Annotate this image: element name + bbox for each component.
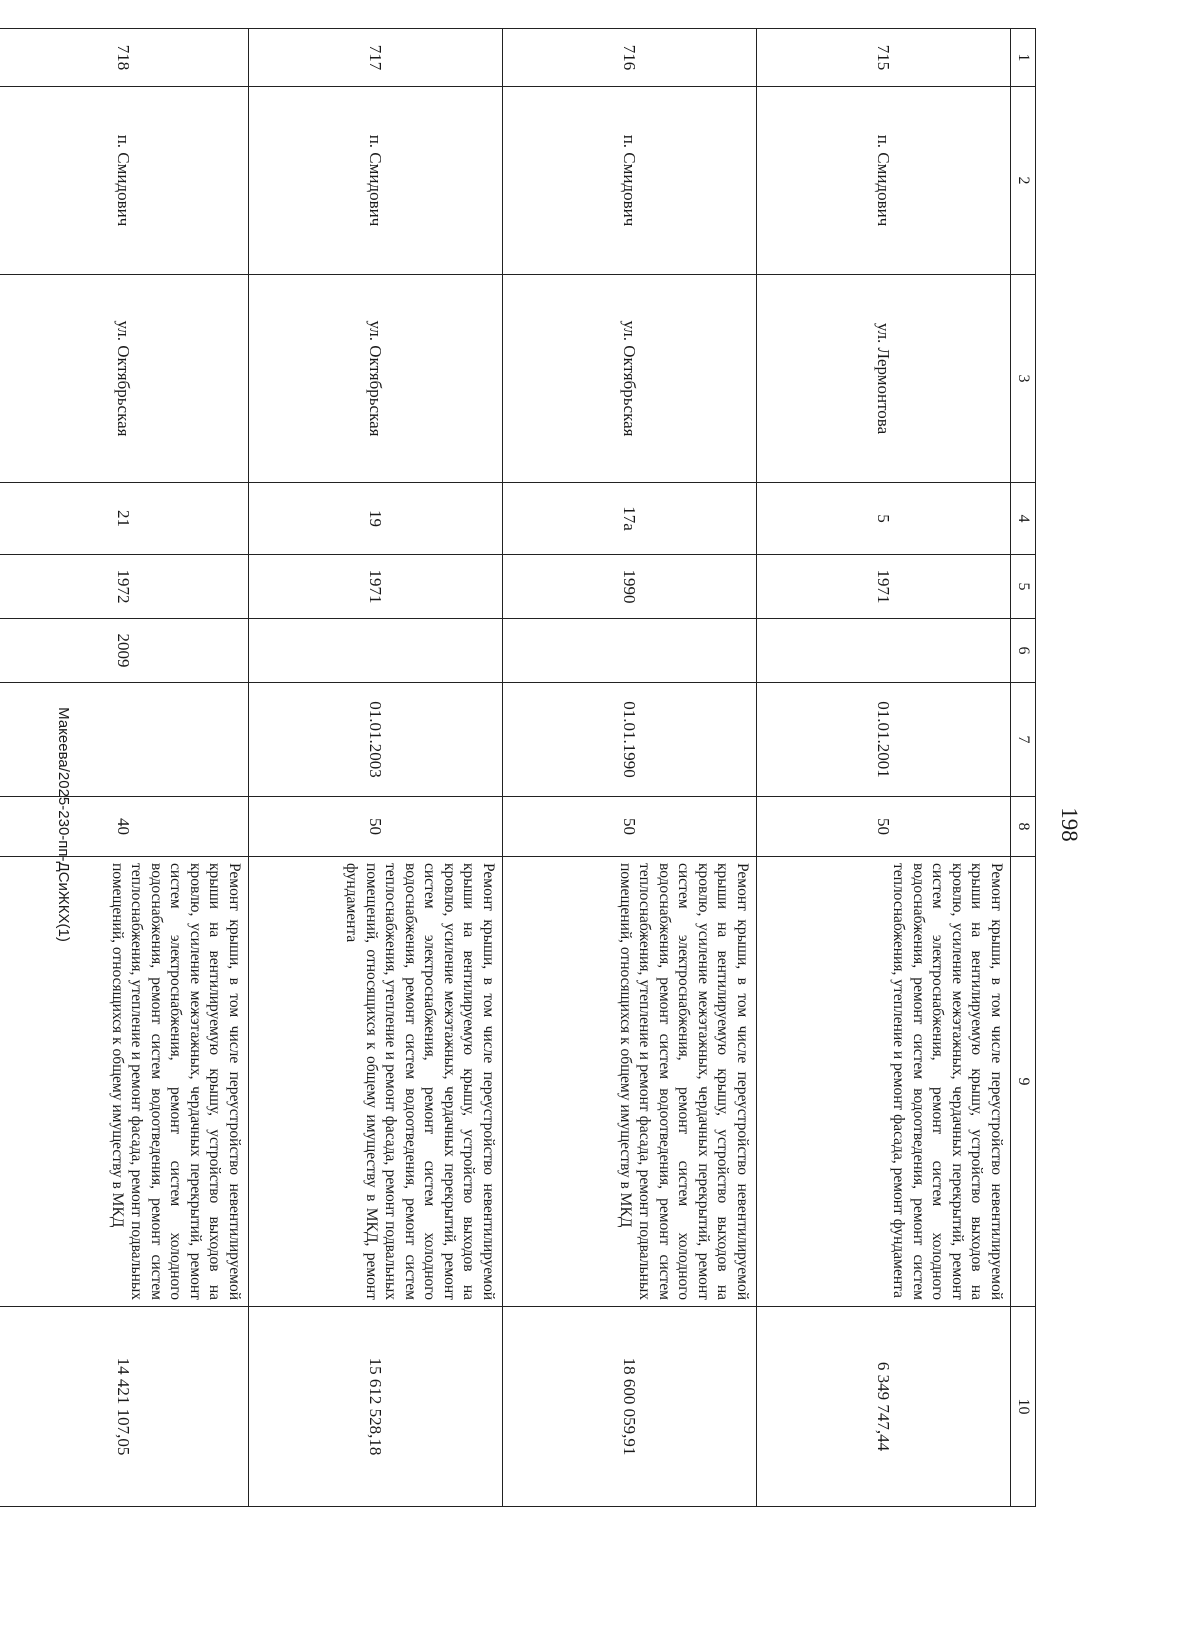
table-row xyxy=(503,29,757,1507)
house-number: 21 xyxy=(0,483,249,555)
repair-works: Ремонт крыши, в том числе переустройство невентилируемой крыши на вентилируемую крышу, устройство выходов на кровлю, усиление межэтажных, чердачных перекрытий, ремонт систем электроснабжения, ремонт систем холодного водоснабжения, ремонт систем водоотведения, ремонт систем теплоснабжения, утепление и ремонт фасада, ремонт подвальных помещений, относящихся к общему имуществу в МКД xyxy=(503,857,757,1307)
document-code: Макеева/2025-230-пп-ДСиЖКХ(1) xyxy=(55,707,72,942)
settlement: п. Смидович xyxy=(503,87,757,275)
column-number: 1 xyxy=(1011,29,1036,87)
year-built: 1972 xyxy=(0,555,249,619)
settlement: п. Смидович xyxy=(0,87,249,275)
row-number: 716 xyxy=(503,29,757,87)
repair-cost: 14 421 107,05 xyxy=(0,1307,249,1507)
house-number: 5 xyxy=(757,483,1011,555)
column-number: 2 xyxy=(1011,87,1036,275)
year-built: 1971 xyxy=(249,555,503,619)
column-7-date: 01.01.2001 xyxy=(757,683,1011,797)
column-number-row xyxy=(1011,29,1036,1507)
column-number: 3 xyxy=(1011,275,1036,483)
house-number: 17а xyxy=(503,483,757,555)
column-number: 4 xyxy=(1011,483,1036,555)
street: ул. Октябрьская xyxy=(0,275,249,483)
row-number: 718 xyxy=(0,29,249,87)
row-number: 717 xyxy=(249,29,503,87)
settlement: п. Смидович xyxy=(249,87,503,275)
column-6-value xyxy=(249,619,503,683)
repair-works: Ремонт крыши, в том числе переустройство невентилируемой крыши на вентилируемую крышу, устройство выходов на кровлю, усиление межэтажных, чердачных перекрытий, ремонт систем электроснабжения, ремонт систем холодного водоснабжения, ремонт систем водоотведения, ремонт систем теплоснабжения, утепление и ремонт фасада, ремонт подвальных помещений, относящихся к общему имуществу в МКД xyxy=(0,857,249,1307)
row-number: 715 xyxy=(757,29,1011,87)
repair-cost: 15 612 528,18 xyxy=(249,1307,503,1507)
column-number: 8 xyxy=(1011,797,1036,857)
settlement: п. Смидович xyxy=(757,87,1011,275)
page-number: 198 xyxy=(1057,807,1082,842)
column-number: 6 xyxy=(1011,619,1036,683)
column-number: 5 xyxy=(1011,555,1036,619)
street: ул. Лермонтова xyxy=(757,275,1011,483)
year-built: 1971 xyxy=(757,555,1011,619)
column-6-value: 2009 xyxy=(0,619,249,683)
column-6-value xyxy=(503,619,757,683)
column-7-date: 01.01.2003 xyxy=(249,683,503,797)
column-7-date: 01.01.1990 xyxy=(503,683,757,797)
repair-works: Ремонт крыши, в том числе переустройство невентилируемой крыши на вентилируемую крышу, устройство выходов на кровлю, усиление межэтажных, чердачных перекрытий, ремонт систем электроснабжения, ремонт систем холодного водоснабжения, ремонт систем водоотведения, ремонт систем теплоснабжения, утепление и ремонт фасада, ремонт фундамента xyxy=(757,857,1011,1307)
street: ул. Октябрьская xyxy=(503,275,757,483)
column-number: 9 xyxy=(1011,857,1036,1307)
column-number: 7 xyxy=(1011,683,1036,797)
column-6-value xyxy=(757,619,1011,683)
table-row xyxy=(0,29,249,1507)
column-8-value: 50 xyxy=(249,797,503,857)
table-row xyxy=(757,29,1011,1507)
column-number: 10 xyxy=(1011,1307,1036,1507)
year-built: 1990 xyxy=(503,555,757,619)
repair-cost: 6 349 747,44 xyxy=(757,1307,1011,1507)
column-7-date xyxy=(0,683,249,797)
table-row xyxy=(249,29,503,1507)
repair-cost: 18 600 059,91 xyxy=(503,1307,757,1507)
repair-works: Ремонт крыши, в том числе переустройство невентилируемой крыши на вентилируемую крышу, устройство выходов на кровлю, усиление межэтажных, чердачных перекрытий, ремонт систем электроснабжения, ремонт систем холодного водоснабжения, ремонт систем водоотведения, ремонт систем теплоснабжения, утепление и ремонт фасада, ремонт подвальных помещений, относящихся к общему имуществу в МКД, ремонт фундамента xyxy=(249,857,503,1307)
house-number: 19 xyxy=(249,483,503,555)
column-8-value: 40 xyxy=(0,797,249,857)
street: ул. Октябрьская xyxy=(249,275,503,483)
column-8-value: 50 xyxy=(503,797,757,857)
capital-repair-table xyxy=(0,28,1036,1507)
column-8-value: 50 xyxy=(757,797,1011,857)
